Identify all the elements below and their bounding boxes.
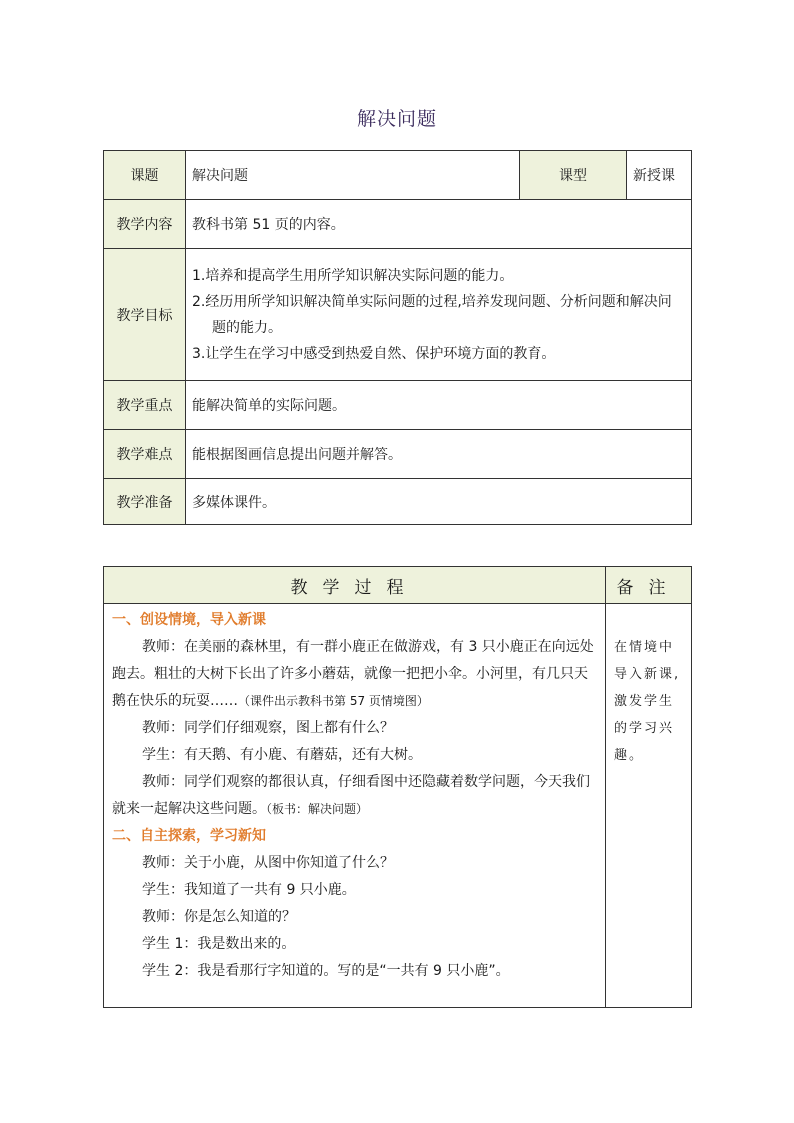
difficulty-row: [104, 430, 692, 479]
prep-value: 多媒体课件。: [186, 479, 692, 525]
prep-label: 教学准备: [104, 479, 186, 525]
notes-cell: [606, 604, 692, 1008]
dialogue-paragraph: 学生：有天鹅、有小鹿、有蘑菇，还有大树。: [142, 747, 422, 763]
dialogue-paragraph: 学生 2：我是看那行字知道的。写的是“一共有 9 只小鹿”。: [142, 963, 510, 979]
dialogue-paragraph: 教师：你是怎么知道的？: [142, 909, 296, 925]
content-value: 教科书第 51 页的内容。: [186, 200, 692, 249]
difficulty-value: 能根据图画信息提出问题并解答。: [186, 430, 692, 479]
teaching-process-table: [103, 566, 692, 1008]
goal-item: 3.让学生在学习中感受到热爱自然、保护环境方面的教育。: [192, 345, 556, 362]
dialogue-text: 教师：在美丽的森林里，有一群小鹿正在做游戏，有 3 只小鹿正在向远处跑去。粗壮的大树下长出了许多小蘑菇，就像一把把小伞。小河里，有几只天鹅在快乐的玩耍……: [112, 639, 594, 709]
board-note: （板书：解决问题）: [266, 802, 369, 816]
dialogue-paragraph: [112, 634, 597, 715]
process-header-row: [104, 567, 692, 604]
goal-item: 2.经历用所学知识解决简单实际问题的过程,培养发现问题、分析问题和解决问题的能力。: [192, 293, 672, 336]
topic-label: 课题: [104, 151, 186, 200]
dialogue-text: 教师：同学们观察的都很认真，仔细看图中还隐藏着数学问题，今天我们就来一起解决这些问题。: [112, 774, 590, 817]
dialogue-paragraph: 教师：关于小鹿，从图中你知道了什么？: [142, 855, 394, 871]
page-title: 解决问题: [356, 108, 437, 130]
dialogue-paragraph: 学生 1：我是数出来的。: [142, 936, 296, 952]
dialogue-paragraph: [112, 769, 597, 823]
dialogue-paragraph: 学生：我知道了一共有 9 只小鹿。: [142, 882, 356, 898]
prep-row: [104, 479, 692, 525]
content-label: 教学内容: [104, 200, 186, 249]
goal-item: 1.培养和提高学生用所学知识解决实际问题的能力。: [192, 267, 514, 284]
notes-header: 备注: [606, 567, 692, 604]
type-label: 课型: [520, 151, 627, 200]
goals-label: 教学目标: [104, 249, 186, 381]
type-value: 新授课: [627, 151, 692, 200]
key-point-value: 能解决简单的实际问题。: [186, 381, 692, 430]
key-point-row: [104, 381, 692, 430]
section-heading: 二、自主探索，学习新知: [112, 828, 266, 844]
process-body: [104, 604, 606, 1008]
lesson-info-table: [103, 150, 692, 525]
dialogue-paragraph: 教师：同学们仔细观察，图上都有什么？: [142, 720, 394, 736]
key-point-label: 教学重点: [104, 381, 186, 430]
content-row: [104, 200, 692, 249]
board-note: （课件出示教科书第 57 页情境图）: [238, 694, 429, 708]
section-heading: 一、创设情境，导入新课: [112, 612, 266, 628]
difficulty-label: 教学难点: [104, 430, 186, 479]
process-body-row: [104, 604, 692, 1008]
process-header: 教学过程: [104, 567, 606, 604]
topic-row: [104, 151, 692, 200]
topic-value: 解决问题: [186, 151, 520, 200]
margin-note: 在情境中导入新课,激发学生的学习兴趣。: [614, 640, 681, 763]
goals-row: [104, 249, 692, 381]
goals-cell: [186, 249, 692, 381]
